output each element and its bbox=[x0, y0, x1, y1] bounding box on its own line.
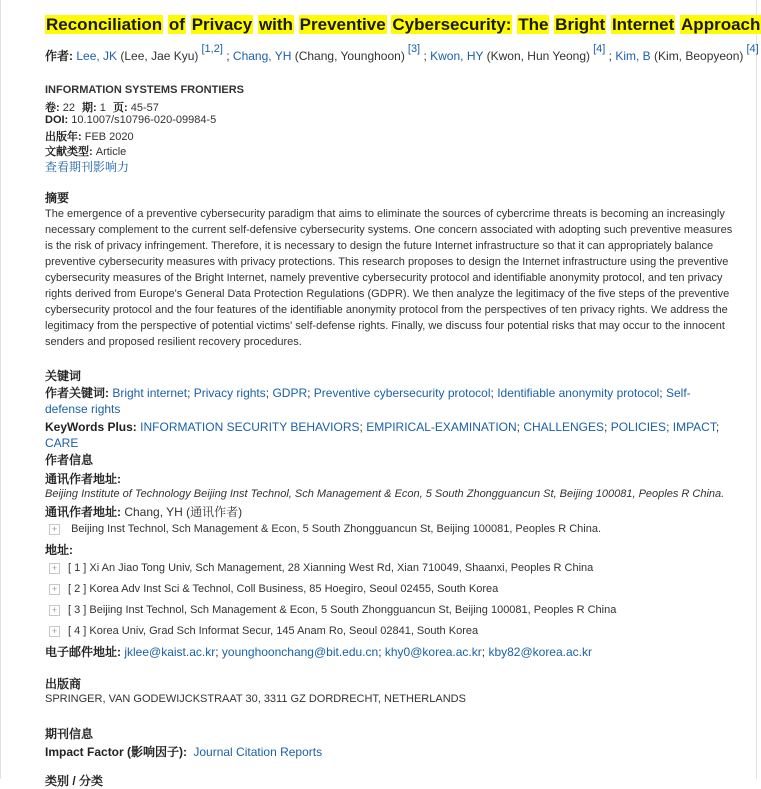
keywords-heading: 关键词 bbox=[45, 369, 82, 383]
jcr-link[interactable]: Journal Citation Reports bbox=[193, 745, 323, 759]
corr-author: Chang, YH (通讯作者) bbox=[124, 505, 243, 519]
keywords-plus bbox=[45, 419, 725, 451]
author-keyword-link[interactable]: Self-defense rights bbox=[45, 386, 691, 416]
address-text: [ 3 ] Beijing Inst Technol, Sch Management & Econ, 5 South Zhongguancun St, Beijing 100081, Peoples R China bbox=[68, 604, 617, 616]
impact-factor-line bbox=[45, 743, 322, 760]
author-link[interactable]: Chang, YH bbox=[232, 49, 292, 63]
author-keywords-list: Bright internet; Privacy rights; GDPR; Preventive cybersecurity protocol; Identifiable anonymity protocol; Self-defense rights bbox=[45, 386, 691, 416]
author-affiliation-ref[interactable]: [4] bbox=[590, 43, 606, 55]
author-affiliation-ref[interactable]: [3] bbox=[404, 43, 421, 55]
author-keyword-link[interactable]: Preventive cybersecurity protocol bbox=[313, 386, 491, 400]
expand-plus-icon[interactable]: + bbox=[49, 605, 60, 616]
author-fullname: (Kwon, Hun Yeong) bbox=[483, 49, 591, 63]
keyword-plus-link[interactable]: INFORMATION SECURITY BEHAVIORS bbox=[140, 420, 360, 434]
address-text: [ 1 ] Xi An Jiao Tong Univ, Sch Management, 28 Xianning West Rd, Xian 710049, Shaanxi, Peoples R China bbox=[68, 562, 594, 574]
volume-value: 22 bbox=[62, 102, 75, 114]
address-row[interactable] bbox=[45, 583, 498, 595]
author-fullname: (Lee, Jae Kyu) bbox=[117, 49, 199, 63]
email-link[interactable]: khy0@korea.ac.kr bbox=[384, 645, 482, 659]
authors-line bbox=[45, 43, 759, 64]
date-label: 出版年: bbox=[45, 131, 82, 143]
publisher-heading: 出版商 bbox=[45, 677, 82, 691]
doi-line bbox=[45, 114, 216, 126]
address-text: [ 4 ] Korea Univ, Grad Sch Informat Secur, 145 Anam Ro, Seoul 02841, South Korea bbox=[68, 625, 479, 637]
author-keyword-link[interactable]: Identifiable anonymity protocol bbox=[497, 386, 660, 400]
email-link[interactable]: kby82@korea.ac.kr bbox=[488, 645, 592, 659]
author-link[interactable]: Kwon, HY bbox=[430, 49, 484, 63]
address-row[interactable] bbox=[45, 604, 616, 616]
corr-author-label: 通讯作者地址: bbox=[45, 505, 121, 519]
date-value: FEB 2020 bbox=[84, 131, 134, 143]
author-keywords-label: 作者关键词: bbox=[45, 386, 109, 400]
author-keywords bbox=[45, 385, 725, 417]
author-info-heading: 作者信息 bbox=[45, 453, 94, 467]
doi-label: DOI: bbox=[45, 114, 69, 126]
author-separator: ; bbox=[222, 49, 233, 63]
doctype-line bbox=[45, 143, 126, 159]
author-keyword-link[interactable]: GDPR bbox=[272, 386, 308, 400]
corr-address: Beijing Institute of Technology Beijing Inst Technol, Sch Management & Econ, 5 South Zhongguancun St, Beijing 100081, Peoples R China. bbox=[45, 488, 725, 500]
email-label: 电子邮件地址: bbox=[45, 645, 121, 659]
journal-info-heading: 期刊信息 bbox=[45, 727, 94, 741]
publisher-text: SPRINGER, VAN GODEWIJCKSTRAAT 30, 3311 GZ DORDRECHT, NETHERLANDS bbox=[45, 693, 466, 705]
expand-plus-icon[interactable]: + bbox=[49, 626, 60, 637]
author-fullname: (Kim, Beopyeon) bbox=[650, 49, 744, 63]
impact-factor-label: Impact Factor (影响因子): bbox=[45, 745, 188, 759]
authors-list bbox=[76, 43, 759, 63]
keywords-plus-label: KeyWords Plus: bbox=[45, 420, 137, 434]
expand-plus-icon[interactable]: + bbox=[49, 563, 60, 574]
title-word: The bbox=[518, 15, 549, 34]
doi-value: 10.1007/s10796-020-09984-5 bbox=[71, 114, 217, 126]
keywords-plus-list: INFORMATION SECURITY BEHAVIORS; EMPIRICAL-EXAMINATION; CHALLENGES; POLICIES; IMPACT; CARE bbox=[45, 420, 720, 450]
title-word: of bbox=[168, 15, 185, 34]
categories-heading: 类别 / 分类 bbox=[45, 774, 104, 788]
article-title bbox=[45, 15, 761, 35]
journal-impact-link[interactable]: 查看期刊影响力 bbox=[45, 160, 130, 174]
keyword-plus-link[interactable]: POLICIES bbox=[610, 420, 667, 434]
corr-author-line bbox=[45, 503, 242, 520]
corr-author-address: Beijing Inst Technol, Sch Management & Econ, 5 South Zhongguancun St, Beijing 100081, Peoples R China. bbox=[71, 523, 602, 535]
pages-value: 45-57 bbox=[130, 102, 159, 114]
author-affiliation-ref[interactable]: [1,2] bbox=[198, 43, 223, 55]
date-line bbox=[45, 128, 134, 144]
keyword-plus-link[interactable]: CHALLENGES bbox=[523, 420, 605, 434]
address-row[interactable] bbox=[45, 625, 478, 637]
title-word: Preventive bbox=[299, 15, 386, 34]
title-word: with bbox=[258, 15, 293, 34]
keyword-plus-link[interactable]: EMPIRICAL-EXAMINATION bbox=[366, 420, 517, 434]
volume-line bbox=[45, 99, 159, 115]
email-line bbox=[45, 643, 592, 660]
pages-label: 页: bbox=[112, 102, 128, 114]
author-affiliation-ref[interactable]: [4] bbox=[743, 43, 759, 55]
author-keyword-link[interactable]: Bright internet bbox=[112, 386, 188, 400]
title-word: Approach bbox=[681, 15, 761, 34]
title-word: Internet bbox=[611, 15, 675, 34]
keyword-plus-link[interactable]: CARE bbox=[45, 436, 79, 450]
volume-label: 卷: bbox=[45, 102, 60, 114]
title-word: Cybersecurity: bbox=[392, 15, 512, 34]
corr-address-label: 通讯作者地址: bbox=[45, 472, 121, 486]
author-keyword-link[interactable]: Privacy rights bbox=[193, 386, 266, 400]
corr-author-address-row[interactable] bbox=[45, 523, 601, 535]
doctype-label: 文献类型: bbox=[45, 146, 93, 158]
addresses-label: 地址: bbox=[45, 543, 73, 557]
title-word: Reconciliation bbox=[46, 15, 163, 34]
address-row[interactable] bbox=[45, 562, 593, 574]
issue-value: 1 bbox=[99, 102, 106, 114]
author-link[interactable]: Kim, B bbox=[615, 49, 651, 63]
author-link[interactable]: Lee, JK bbox=[76, 49, 118, 63]
expand-plus-icon[interactable]: + bbox=[49, 524, 60, 535]
email-list: jklee@kaist.ac.kr; younghoonchang@bit.edu.cn; khy0@korea.ac.kr; kby82@korea.ac.kr bbox=[124, 645, 592, 659]
email-link[interactable]: younghoonchang@bit.edu.cn bbox=[221, 645, 379, 659]
authors-label: 作者: bbox=[45, 49, 73, 63]
author-fullname: (Chang, Younghoon) bbox=[291, 49, 405, 63]
title-word: Bright bbox=[555, 15, 606, 34]
address-text: [ 2 ] Korea Adv Inst Sci & Technol, Coll Business, 85 Hoegiro, Seoul 02455, South Korea bbox=[68, 583, 499, 595]
title-word: Privacy bbox=[191, 15, 253, 34]
author-separator: ; bbox=[420, 49, 431, 63]
author-separator: ; bbox=[605, 49, 616, 63]
issue-label: 期: bbox=[82, 102, 97, 114]
email-link[interactable]: jklee@kaist.ac.kr bbox=[124, 645, 216, 659]
abstract-heading: 摘要 bbox=[45, 191, 70, 205]
expand-plus-icon[interactable]: + bbox=[49, 584, 60, 595]
doctype-value: Article bbox=[95, 146, 127, 158]
journal-name: INFORMATION SYSTEMS FRONTIERS bbox=[45, 84, 245, 96]
abstract-text: The emergence of a preventive cybersecurity paradigm that aims to eliminate the sources of cybercrime threats is becoming an increasingly necessary complement to the current self-defensive cybersecurity systems. One concern associated with adopting such preventive measures is the risk of privacy infringement. Therefore, it is necessary to design the future Internet infrastructure so that it can appropriately balance preventive cybersecurity measures with privacy protections. This research proposes to design the Internet infrastructure using the preventive cybersecurity measures of the Bright Internet, namely preventive cybersecurity protocol and identifiable anonymity protocol, and ten privacy rights derived from Europe's General Data Protection Regulations (GDPR). We then analyze the legitimacy of the five steps of the preventive cybersecurity protocol and the four features of the identifiable anonymity protocol from the perspectives of ten privacy rights. We address the legitimacy from the perspective of potential victims' self-defense rights. Finally, we discuss four potential risks that may occur to the innocent senders and proposed resilient recovery procedures. bbox=[45, 208, 733, 348]
keyword-plus-link[interactable]: IMPACT bbox=[672, 420, 716, 434]
